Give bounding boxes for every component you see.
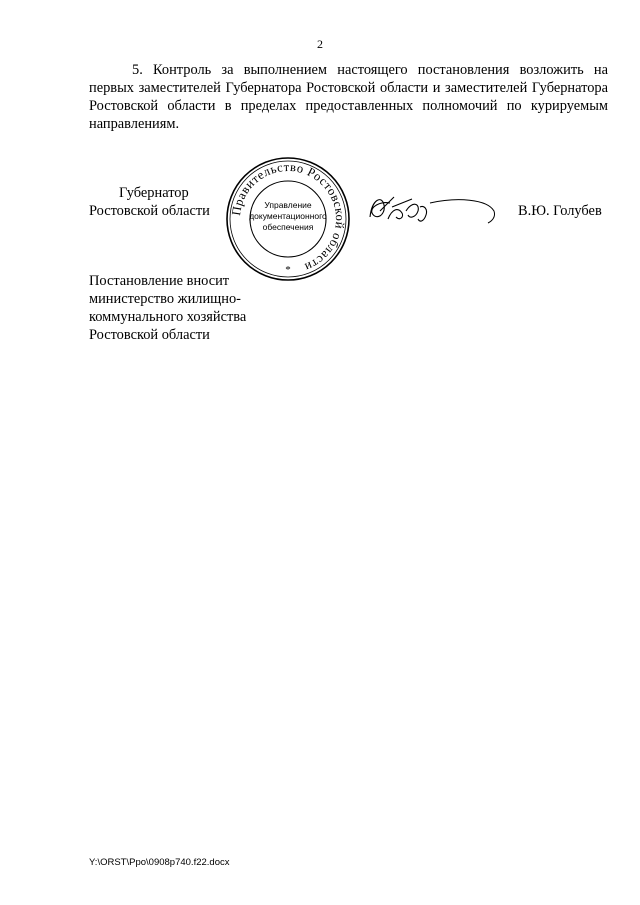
introduced-by-block — [89, 272, 246, 344]
signer-name: В.Ю. Голубев — [518, 203, 602, 219]
stamp-seal-icon — [224, 155, 352, 283]
introduced-by-line4: Ростовской области — [89, 327, 210, 343]
official-stamp — [224, 155, 352, 283]
introduced-by-line3: коммунального хозяйства — [89, 309, 247, 325]
introduced-by-line2: министерство жилищно- — [89, 291, 241, 307]
introduced-by-line1: Постановление вносит — [89, 273, 230, 289]
paragraph-5: 5. Контроль за выполнением настоящего постановления возложить на первых заместителей Губернатора Ростовской области и заместителей Губернатора Ростовской области в пределах предоставленных полномочий по курируемым направлениям. — [89, 62, 608, 132]
signature-block — [89, 184, 210, 220]
handwritten-signature — [362, 189, 502, 229]
signer-position-line2: Ростовской области — [89, 203, 210, 219]
page-number: 2 — [317, 37, 323, 51]
footer-file-path: Y:\ORST\Ppo\0908p740.f22.docx — [89, 857, 230, 868]
signature-scribble-icon — [362, 189, 502, 229]
stamp-inner-line1: Управление — [264, 200, 312, 210]
stamp-inner-line3: обеспечения — [262, 222, 314, 232]
signer-position-line1: Губернатор — [119, 185, 189, 201]
stamp-outer-text: Правительство Ростовской области — [228, 159, 348, 275]
stamp-inner-line2: документационного — [249, 211, 327, 221]
stamp-star: * — [285, 264, 291, 276]
